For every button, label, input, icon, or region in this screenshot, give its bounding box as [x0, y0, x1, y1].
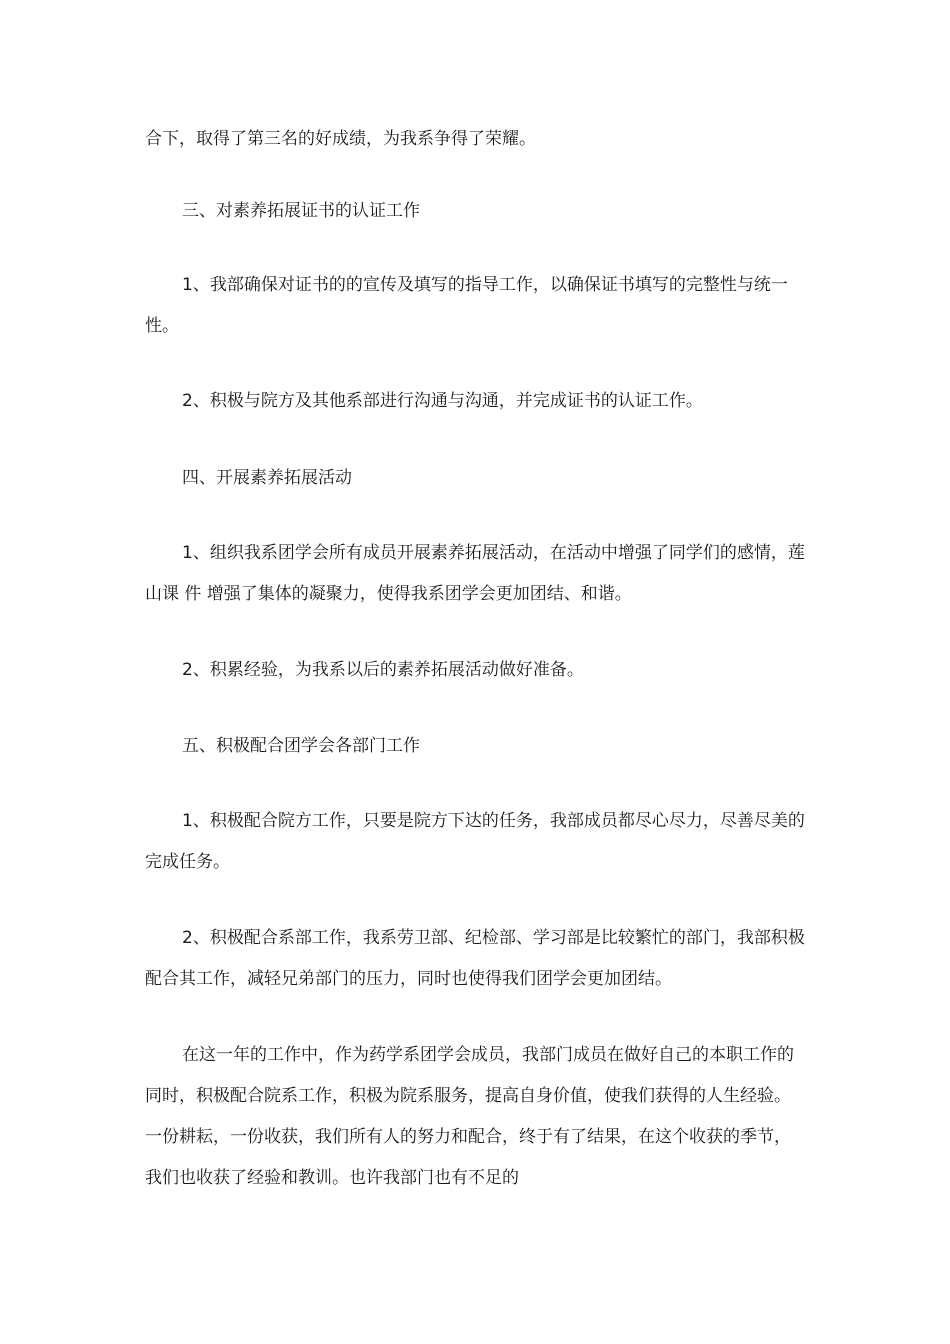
- paragraph-item: 1、我部确保对证书的的宣传及填写的指导工作，以确保证书填写的完整性与统一性。: [145, 275, 788, 336]
- section-heading-4: 四、开展素养拓展活动: [182, 468, 352, 488]
- paragraph-continuation: 合下，取得了第三名的好成绩，为我系争得了荣耀。: [145, 129, 536, 149]
- paragraph-item: 1、组织我系团学会所有成员开展素养拓展活动，在活动中增强了同学们的感情，莲山课 件 增强了集体的凝聚力，使得我系团学会更加团结、和谐。: [145, 543, 805, 604]
- paragraph-item: 2、积极与院方及其他系部进行沟通与沟通，并完成证书的认证工作。: [182, 391, 703, 411]
- paragraph-item: 2、积累经验，为我系以后的素养拓展活动做好准备。: [182, 660, 584, 680]
- section-heading-3: 三、对素养拓展证书的认证工作: [182, 201, 420, 221]
- paragraph-item: 1、积极配合院方工作，只要是院方下达的任务，我部成员都尽心尽力，尽善尽美的完成任务。: [145, 811, 805, 872]
- paragraph-item: 2、积极配合系部工作，我系劳卫部、纪检部、学习部是比较繁忙的部门，我部积极配合其工作，减轻兄弟部门的压力，同时也使得我们团学会更加团结。: [145, 928, 805, 989]
- section-heading-5: 五、积极配合团学会各部门工作: [182, 736, 420, 756]
- paragraph-summary: 在这一年的工作中，作为药学系团学会成员，我部门成员在做好自己的本职工作的同时，积极配合院系工作，积极为院系服务，提高自身价值，使我们获得的人生经验。一份耕耘，一份收获，我们所有人的努力和配合，终于有了结果，在这个收获的季节，我们也收获了经验和教训。也许我部门也有不足的: [145, 1045, 794, 1188]
